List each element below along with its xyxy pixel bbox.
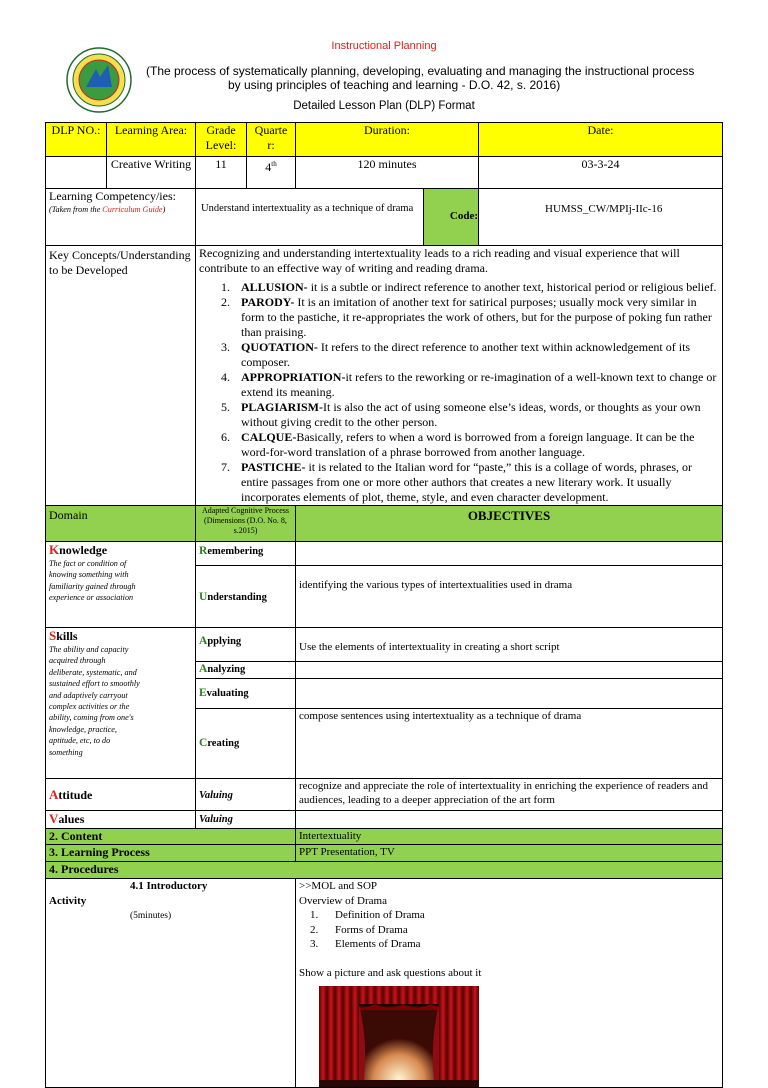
intertextuality-type-item: 5. PLAGIARISM-It is also the act of using someone else’s ideas, words, or thoughts as your own without giving credit to the other person. [233,400,719,430]
page-title: Instructional Planning [331,40,437,52]
theater-stage-image [319,986,479,1087]
values-objective [296,811,723,829]
key-concepts-content [196,246,723,506]
key-concepts-intro: Recognizing and understanding intertextuality leads to a rich reading and visual experience that will contribute to an effective way of writing and reading drama. [199,246,680,275]
content-row [46,829,723,845]
activity-label: Activity [49,895,87,907]
drama-topic-item: 3. Elements of Drama [321,937,719,952]
knowledge-description: The fact or condition of knowing something with familiarity gained through experience or association [49,559,136,603]
header-description-line1: (The process of systematically planning, developing, evaluating and managing the instructional process [146,64,695,78]
introductory-activity-content [296,879,723,1088]
competency-row [46,189,723,246]
mol-sop-line: >>MOL and SOP [299,880,378,892]
intertextuality-type-item: 1. ALLUSION- it is a subtle or indirect reference to another text, historical period or religious belief. [233,280,719,295]
values-row [46,157,723,189]
applying-objective: Use the elements of intertextuality in creating a short script [296,628,723,662]
header-description-line2: by using principles of teaching and learning - D.O. 42, s. 2016) [228,78,561,92]
quarter-value: 4th [247,157,296,189]
knowledge-domain-cell [46,542,196,628]
grade-level-label: Grade Level: [196,123,247,157]
understanding-objective: identifying the various types of intertextualities used in drama [296,566,723,628]
header-row [46,123,723,157]
skills-domain-cell [46,628,196,779]
skills-description: The ability and capacity acquired through deliberate, systematic, and sustained effort to smoothly and adaptively carryout complex activities or the ability, coming from one's knowledge, practice, aptitude, etc, to do something [49,645,140,757]
key-concepts-label: Key Concepts/Understanding to be Developed [46,246,196,506]
introductory-activity-label: 4.1 Introductory [130,880,208,892]
picture-instruction: Show a picture and ask questions about it [299,966,482,979]
skills-heading: Skills [49,628,78,643]
competency-text: Understand intertextuality as a technique of drama [196,189,424,245]
code-value: HUMSS_CW/MPIj-IIc-16 [479,189,723,246]
understanding-level: Understanding [196,566,296,628]
content-value: Intertextuality [296,829,723,845]
dlp-no-label: DLP NO.: [46,123,107,157]
format-title: Detailed Lesson Plan (DLP) Format [293,100,475,112]
applying-level: Applying [196,628,296,662]
remembering-row [46,542,723,566]
domain-header: Domain [46,506,196,542]
applying-row [46,628,723,662]
knowledge-heading: Knowledge [49,542,108,557]
attitude-row [46,779,723,811]
creating-objective: compose sentences using intertextuality as a technique of drama [296,709,723,779]
dlp-no-value [46,157,107,189]
learning-area-value: Creative Writing [107,157,196,189]
date-value: 03-3-24 [479,157,723,189]
intertextuality-type-item: 7. PASTICHE- it is related to the Italian word for “paste,” this is a collage of words, phrases, or entire passages from one or more other authors that creates a new literary work. It usually incorporates elements of plot, theme, style, and even character development. [233,460,719,505]
competency-text-cell [196,189,479,246]
introductory-activity-label-cell [46,879,296,1088]
values-domain-cell [46,811,196,829]
domain-header-row [46,506,723,542]
procedures-label: 4. Procedures [46,862,723,879]
procedures-row [46,862,723,879]
remembering-objective [296,542,723,566]
code-label: Code: [424,189,478,245]
duration-label: Duration: [296,123,479,157]
competency-label-cell [46,189,196,246]
activity-time: (5minutes) [130,911,172,921]
introductory-activity-row [46,879,723,1088]
drama-topic-item: 2. Forms of Drama [321,923,719,938]
competency-label: Learning Competency/ies: [49,189,176,203]
attitude-domain-cell [46,779,196,811]
attitude-objective: recognize and appreciate the role of intertextuality in enriching the experience of readers and audiences, leading to a deeper appreciation of the art form [296,779,723,811]
intertextuality-type-item: 6. CALQUE-Basically, refers to when a word is borrowed from a foreign language. It can be the word-for-word translation of a phrase borrowed from another language. [233,430,719,460]
content-label: 2. Content [46,829,296,845]
analyzing-level: Analyzing [196,662,296,679]
values-level: Valuing [196,811,296,829]
dlp-table [45,122,723,1088]
learning-process-label: 3. Learning Process [46,845,296,862]
learning-area-label: Learning Area: [107,123,196,157]
learning-process-value: PPT Presentation, TV [296,845,723,862]
attitude-heading: Attitude [49,786,93,802]
competency-source-note: (Taken from the Curriculum Guide) [49,205,166,214]
overview-line: Overview of Drama [299,894,387,907]
remembering-level: Remembering [196,542,296,566]
objectives-header: OBJECTIVES [296,506,723,542]
evaluating-objective [296,679,723,709]
intertextuality-type-item: 3. QUOTATION- It refers to the direct reference to another text within acknowledgement of its composer. [233,340,719,370]
evaluating-level: Evaluating [196,679,296,709]
attitude-level: Valuing [196,779,296,811]
intertextuality-type-item: 4. APPROPRIATION-it refers to the reworking or re-imagination of a well-known text to change or extend its meaning. [233,370,719,400]
values-heading: Values [49,811,85,826]
duration-value: 120 minutes [296,157,479,189]
quarter-label: Quarte r: [247,123,296,157]
intertextuality-types-list [199,280,719,505]
analyzing-objective [296,662,723,679]
date-label: Date: [479,123,723,157]
cognitive-process-header: Adapted Cognitive Process (Dimensions (D.O. No. 8, s.2015) [196,506,296,542]
grade-level-value: 11 [196,157,247,189]
values-domain-row [46,811,723,829]
creating-level: Creating [196,709,296,779]
drama-topics-list [299,908,719,952]
intertextuality-type-item: 2. PARODY- It is an imitation of another text for satirical purposes; usually mock very similar in form to the pastiche, it re-appropriates the work of others, but for the purpose of poking fun rather than praising. [233,295,719,340]
drama-topic-item: 1. Definition of Drama [321,908,719,923]
key-concepts-row [46,246,723,506]
learning-process-row [46,845,723,862]
